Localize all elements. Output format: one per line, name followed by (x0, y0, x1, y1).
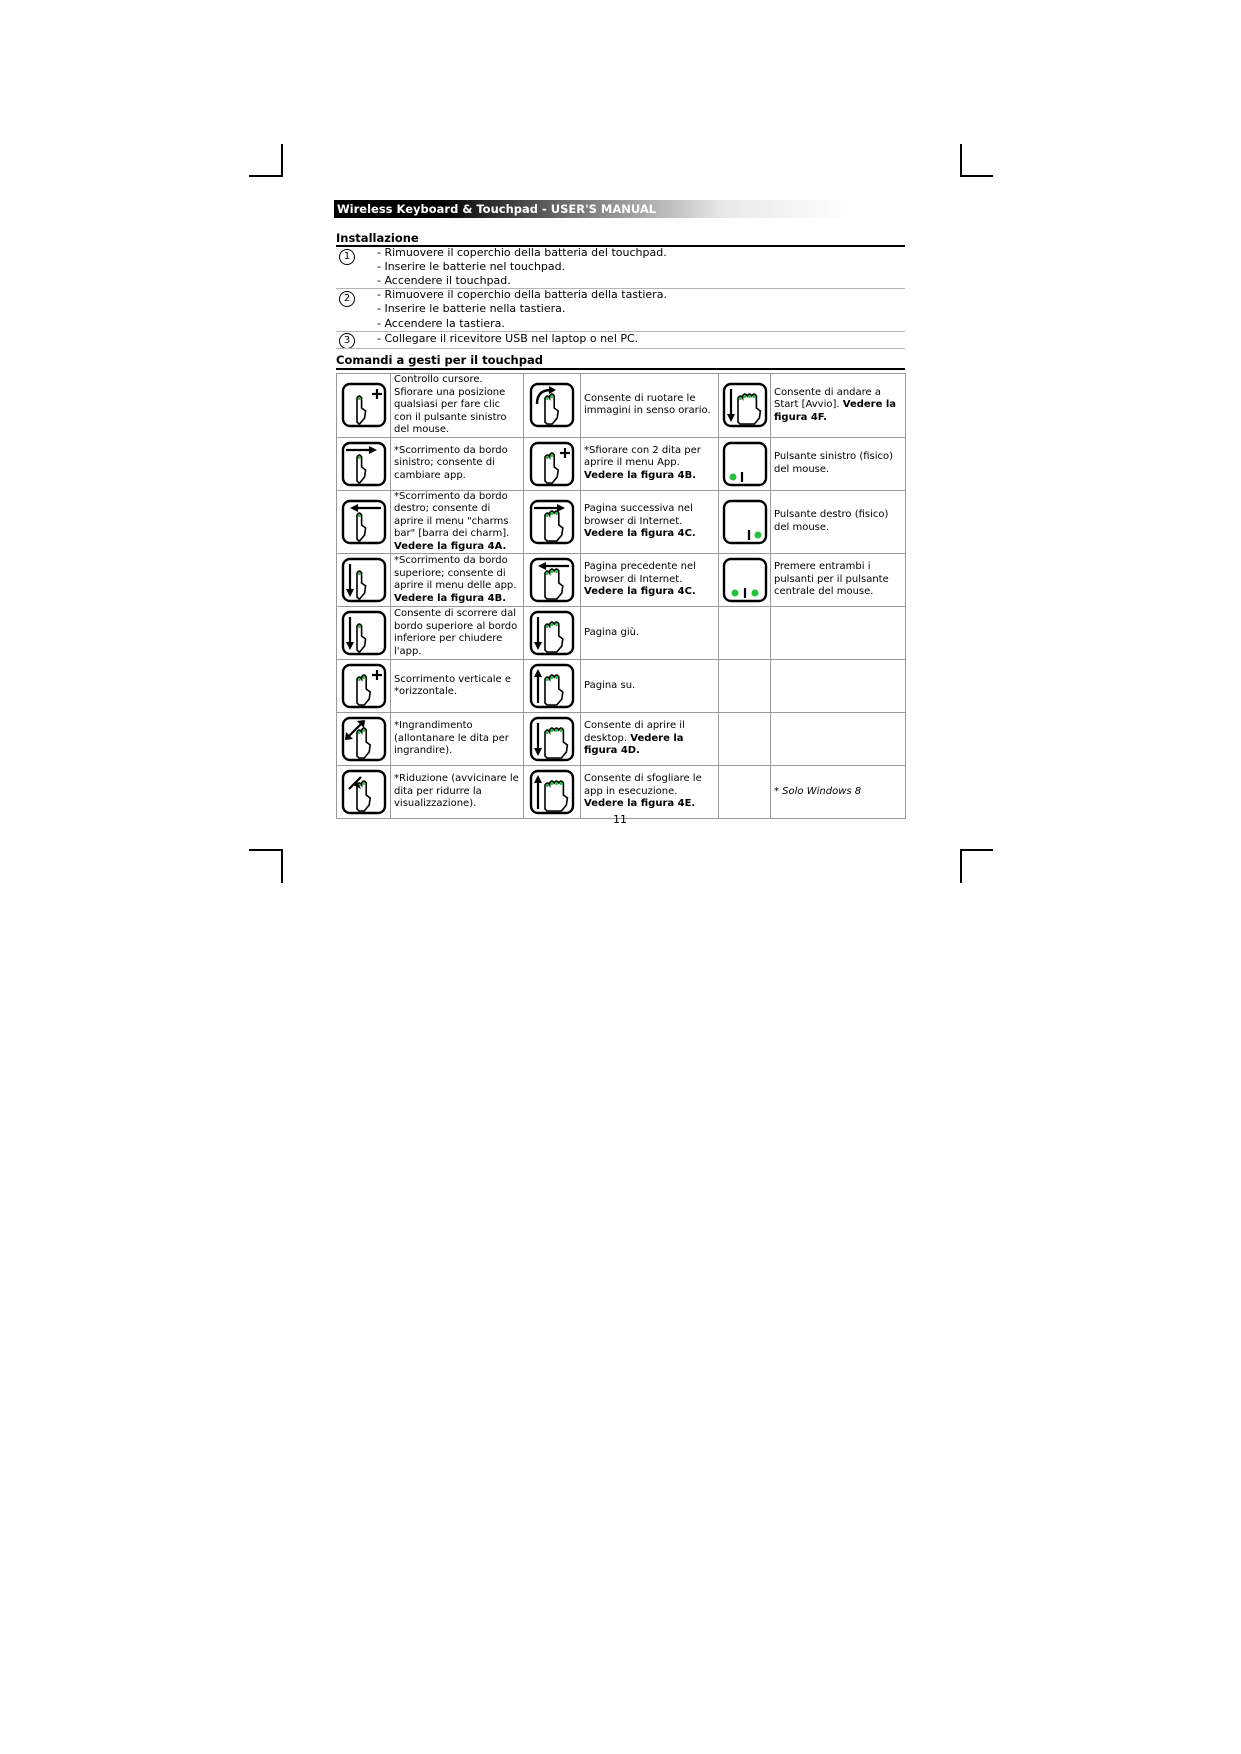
gesture-description-cell (771, 713, 906, 766)
crop-mark-bottom-right (960, 849, 993, 851)
gesture-icon-cell (524, 374, 581, 438)
step-2-line-3: - Accendere la tastiera. (377, 317, 505, 330)
gesture-description: *Ingrandimento (allontanare le dita per ingrandire). (394, 720, 509, 757)
step-number-2: 2 (339, 291, 355, 307)
gesture-description: Consente di aprire il desktop. (584, 720, 685, 744)
two-finger-scroll-icon (341, 663, 387, 709)
gesture-icon-cell (524, 490, 581, 554)
gesture-icon-cell (337, 490, 391, 554)
zoom-out-icon (341, 769, 387, 815)
gesture-description-cell (581, 437, 719, 490)
figure-reference: Vedere la figura 4B. (584, 469, 696, 481)
crop-mark-top-left (249, 175, 282, 177)
gesture-description: Consente di andare a Start [Avvio]. (774, 386, 881, 410)
page-number: 11 (613, 813, 627, 826)
manual-header-bar (334, 200, 852, 218)
both-buttons-icon (722, 557, 768, 603)
gesture-icon-cell (524, 766, 581, 819)
gesture-icon-cell (524, 437, 581, 490)
swipe-from-top-edge-icon (341, 557, 387, 603)
gesture-description-cell (391, 554, 524, 607)
gesture-icon-cell (337, 660, 391, 713)
gesture-description-cell (771, 437, 906, 490)
installation-title: Installazione (336, 231, 419, 245)
gesture-description-cell (391, 766, 524, 819)
gesture-row (337, 766, 906, 819)
figure-reference: Vedere la figura 4E. (584, 798, 696, 810)
gesture-icon-cell (337, 607, 391, 660)
gesture-description-cell (771, 490, 906, 554)
figure-reference: Vedere la figura 4F. (774, 399, 897, 423)
gesture-description: *Scorrimento da bordo sinistro; consente di cambiare app. (394, 444, 508, 481)
gesture-description-cell (581, 374, 719, 438)
crop-mark-top-left (281, 144, 283, 177)
gestures-title: Comandi a gesti per il touchpad (336, 353, 543, 367)
gesture-icon-cell (719, 607, 771, 660)
gesture-icon-cell (719, 713, 771, 766)
gestures-rule (336, 368, 905, 370)
three-finger-swipe-left-icon (529, 557, 575, 603)
gesture-description-cell (391, 713, 524, 766)
crop-mark-bottom-right (960, 849, 962, 883)
step-2-line-2: - Inserire le batterie nella tastiera. (377, 302, 566, 315)
gesture-description-cell (391, 374, 524, 438)
gesture-description: Pagina precedente nel browser di Internet. (584, 561, 696, 585)
gesture-icon-cell (337, 374, 391, 438)
gesture-icon-cell (719, 437, 771, 490)
gesture-description: Consente di sfogliare le app in esecuzione. (584, 773, 702, 797)
gesture-description-cell (581, 713, 719, 766)
gesture-icon-cell (337, 554, 391, 607)
gesture-description: Consente di scorrere dal bordo superiore al bordo inferiore per chiudere l'app. (394, 608, 518, 657)
gesture-row (337, 607, 906, 660)
windows-8-note: * Solo Windows 8 (774, 785, 862, 797)
figure-reference: Vedere la figura 4D. (584, 732, 684, 757)
one-finger-tap-icon (341, 382, 387, 428)
step-divider (336, 348, 905, 349)
gesture-description: Pagina su. (584, 679, 636, 691)
gesture-description: *Scorrimento da bordo superiore; consente di aprire il menu delle app. (394, 555, 517, 591)
gesture-row (337, 660, 906, 713)
crop-mark-bottom-left (281, 849, 283, 883)
gesture-row (337, 437, 906, 490)
swipe-from-left-edge-icon (341, 441, 387, 487)
swipe-from-right-edge-icon (341, 499, 387, 545)
gesture-icon-cell (337, 713, 391, 766)
four-finger-swipe-down-icon (722, 382, 768, 428)
figure-reference: Vedere la figura 4A. (394, 540, 507, 552)
gesture-description: Pulsante sinistro (fisico) del mouse. (774, 451, 894, 475)
gesture-description-cell (771, 554, 906, 607)
gesture-description-cell (581, 554, 719, 607)
gesture-row (337, 490, 906, 554)
gesture-description-cell (581, 660, 719, 713)
gesture-description: *Riduzione (avvicinare le dita per ridurre la visualizzazione). (394, 773, 519, 810)
two-finger-rotate-icon (529, 382, 575, 428)
left-button-icon (722, 441, 768, 487)
three-finger-swipe-down-icon (529, 610, 575, 656)
step-1-line-3: - Accendere il touchpad. (377, 274, 511, 287)
gesture-description: *Scorrimento da bordo destro; consente di aprire il menu "charms bar" [barra dei charm]. (394, 490, 510, 539)
gesture-description-cell (391, 607, 524, 660)
step-1-line-2: - Inserire le batterie nel touchpad. (377, 260, 566, 273)
gesture-icon-cell (337, 437, 391, 490)
figure-reference: Vedere la figura 4B. (394, 592, 506, 604)
gesture-icon-cell (337, 766, 391, 819)
four-finger-swipe-up-icon (529, 769, 575, 815)
gesture-description: Scorrimento verticale e *orizzontale. (394, 673, 512, 697)
gesture-row (337, 374, 906, 438)
gesture-description-cell (581, 766, 719, 819)
step-number-1: 1 (339, 249, 355, 265)
swipe-top-to-bottom-icon (341, 610, 387, 656)
gesture-icon-cell (524, 554, 581, 607)
crop-mark-top-right (960, 175, 993, 177)
gesture-icon-cell (719, 374, 771, 438)
zoom-in-icon (341, 716, 387, 762)
gesture-description: Consente di ruotare le immagini in senso orario. (584, 392, 711, 417)
gesture-icon-cell (719, 490, 771, 554)
gesture-description: Pagina giù. (584, 626, 640, 638)
figure-reference: Vedere la figura 4C. (584, 528, 696, 539)
gesture-icon-cell (524, 607, 581, 660)
gesture-icon-cell (719, 554, 771, 607)
manual-header-title: Wireless Keyboard & Touchpad - USER'S MANUAL (337, 202, 657, 216)
gesture-description-cell (391, 437, 524, 490)
gesture-description-cell (581, 490, 719, 554)
step-2-line-1: - Rimuovere il coperchio della batteria della tastiera. (377, 288, 667, 301)
step-3-line-1: - Collegare il ricevitore USB nel laptop o nel PC. (377, 332, 639, 345)
gesture-description: Controllo cursore. Sfiorare una posizione qualsiasi per fare clic con il pulsante sinistro del mouse. (394, 374, 507, 435)
gesture-icon-cell (719, 766, 771, 819)
gesture-description-cell (391, 490, 524, 554)
gesture-icon-cell (524, 660, 581, 713)
step-number-3: 3 (339, 333, 355, 349)
gesture-description: Premere entrambi i pulsanti per il pulsante centrale del mouse. (774, 561, 889, 598)
four-finger-swipe-down-desktop-icon (529, 716, 575, 762)
gesture-row (337, 713, 906, 766)
gesture-description: *Sfiorare con 2 dita per aprire il menu App. (584, 444, 701, 469)
three-finger-swipe-right-icon (529, 499, 575, 545)
crop-mark-bottom-left (249, 849, 282, 851)
step-1-line-1: - Rimuovere il coperchio della batteria del touchpad. (377, 246, 667, 259)
two-finger-tap-icon (529, 441, 575, 487)
gesture-description-cell (771, 660, 906, 713)
right-button-icon (722, 499, 768, 545)
gesture-icon-cell (719, 660, 771, 713)
gesture-description-cell (391, 660, 524, 713)
figure-reference: Vedere la figura 4C. (584, 586, 696, 598)
gesture-icon-cell (524, 713, 581, 766)
gesture-description-cell (771, 374, 906, 438)
gesture-description-cell (771, 766, 906, 819)
gesture-table (336, 373, 906, 819)
gesture-description-cell (581, 607, 719, 660)
gesture-row (337, 554, 906, 607)
three-finger-swipe-up-icon (529, 663, 575, 709)
gesture-description: Pulsante destro (fisico) del mouse. (774, 509, 889, 533)
gesture-description-cell (771, 607, 906, 660)
gesture-description: Pagina successiva nel browser di Internet. (584, 503, 693, 527)
crop-mark-top-right (960, 144, 962, 177)
